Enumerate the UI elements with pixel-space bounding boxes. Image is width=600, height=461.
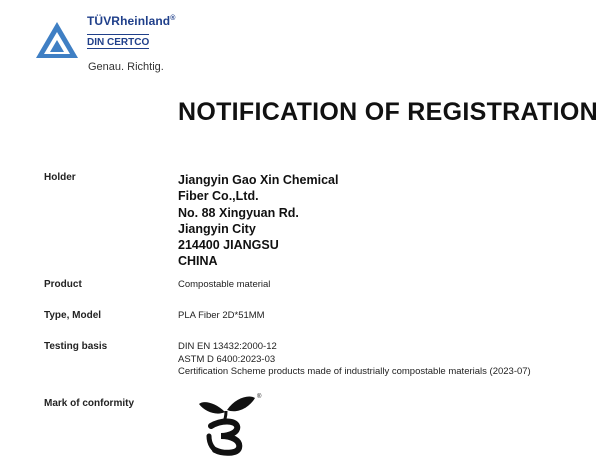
product-label: Product [44,279,82,290]
seedling-compostable-mark-icon [195,392,261,461]
holder-line: Jiangyin Gao Xin Chemical [178,173,339,187]
product-value: Compostable material [178,279,271,290]
mark-registered-symbol: ® [257,394,262,400]
holder-line: CHINA [178,254,218,269]
testing-basis-line: DIN EN 13432:2000-12 [178,341,277,352]
holder-line: Jiangyin City [178,221,256,236]
holder-line: 214400 JIANGSU [178,238,279,253]
tuv-logo [34,14,194,76]
holder-address [178,172,338,270]
tuv-triangle-icon [34,20,80,60]
tagline: Genau. Richtig. [88,61,164,73]
testing-basis-line: ASTM D 6400:2023-03 [178,353,276,365]
type-model-value: PLA Fiber 2D*51MM [178,310,265,321]
type-model-label: Type, Model [44,310,102,321]
holder-label: Holder [44,172,76,183]
holder-line: No. 88 Xingyuan Rd. [178,205,299,220]
holder-line: Fiber Co.,Ltd. [178,189,259,204]
brand-name: TÜVRheinland® [87,14,176,28]
testing-basis-line: Certification Scheme products made of industrially compostable materials (2023-07) [178,366,531,377]
document-title: NOTIFICATION OF REGISTRATION [178,98,598,126]
mark-label: Mark of conformity [44,398,135,409]
testing-basis-label: Testing basis [44,341,108,352]
certifier-name: DIN CERTCO [87,34,149,49]
